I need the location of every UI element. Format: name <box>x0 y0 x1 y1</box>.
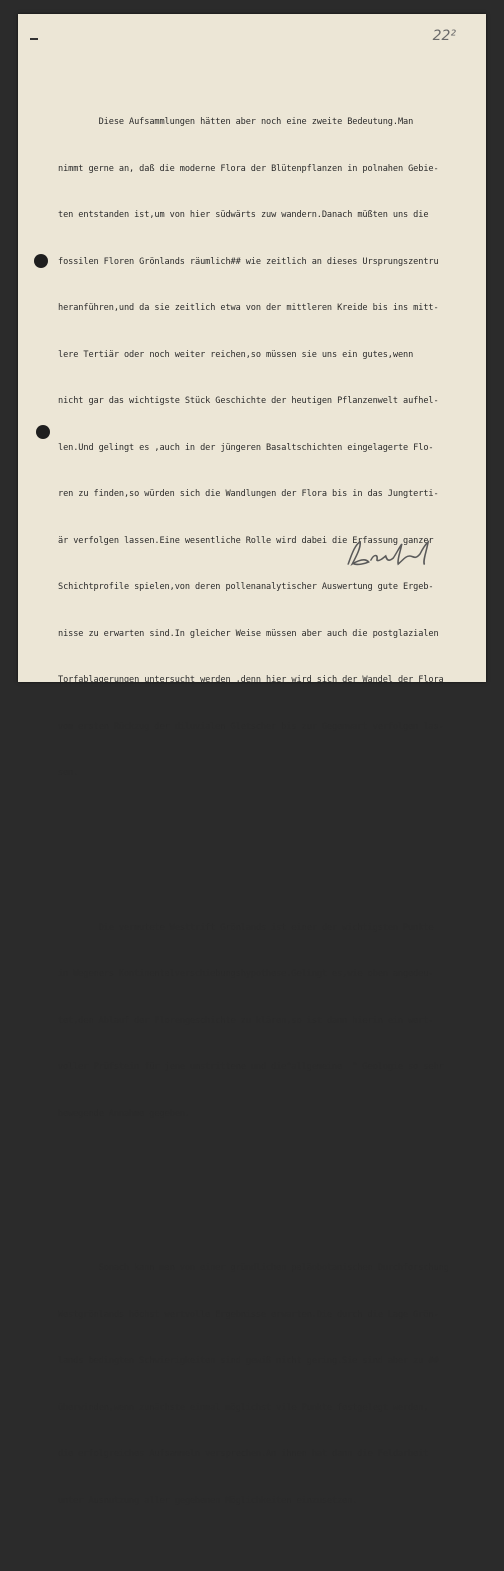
paragraph-1 <box>58 84 498 813</box>
text-line: Torfablagerungen untersucht werden ,denn hier wird sich der Wandel der Flora <box>58 675 444 685</box>
typewritten-text <box>58 53 498 1571</box>
paragraph-2 <box>58 890 498 1154</box>
text-line: lands bedingten Schwierigkeiten sind gewiß nicht gering.Sie sind aber zu ## <box>58 1356 439 1366</box>
text-line: är verfolgen lassen.Eine wesentliche Rolle wird dabei die Erfassung ganzer <box>58 535 434 546</box>
punch-hole-top <box>34 254 48 268</box>
text-line: Diese Aufsammlungen hätten aber noch eine zweite Bedeutung.Man <box>58 117 414 127</box>
text-line: lere Tertiär oder noch weiter reichen,so müssen sie uns ein gutes,wenn <box>58 349 414 360</box>
text-line: vom ersten Rückzug der diluvialen Gletscher bis zur Gegenwart verfolgen las- <box>58 721 444 732</box>
text-line: unter Ausnutzung aller gegebenen Möglichkeiten einzusetzen. <box>58 1495 358 1506</box>
text-line: nisse zu erwarten sind.In gleicher Weise müssen aber auch die postglazialen <box>58 628 439 639</box>
text-line: ten entstanden ist,um von hier südwärts zuw wandern.Danach müßten uns die <box>58 210 429 220</box>
text-line: bewegende Annahme gegeben. <box>58 1108 190 1119</box>
handwritten-signature <box>340 534 437 574</box>
text-line: fossilen Floren Grönlands räumlich## wie zeitlich an dieses Ursprungszentru <box>58 256 439 267</box>
text-line: heranführen,und da sie zeitlich etwa von der mittleren Kreide bis ins mitt- <box>58 303 439 313</box>
text-line: len.Und gelingt es ,auch in der jüngeren Basaltschichten eingelagerte Flo- <box>58 442 434 453</box>
text-line: nicht gar das wichtigste Stück Geschichte der heutigen Pflanzenwelt aufhel- <box>58 396 439 406</box>
text-line: in Wegeners Kontinentalverschiebungshypothese.Gelingt es,wie oben angedeu- <box>58 969 434 979</box>
text-line: Sonach kann man von einer gründlichen paläobotanischen Durchforschung <box>58 1263 449 1273</box>
text-line: Schichtprofile spielen,von deren pollenanalytischer Auswertung gute Ergeb- <box>58 582 434 592</box>
document-page <box>18 14 486 1506</box>
paragraph-3 <box>58 1230 498 1540</box>
text-line: ren zu finden,so würden sich die Wandlungen der Flora bis in das Jungterti- <box>58 489 439 499</box>
text-line: tet,den Ablauf der Florengeschichte zu klären,so ist dann hierin ein wert- <box>58 1015 434 1026</box>
text-line: Die vermutete Westtrift Grönlands ist einer der wichtigsten Punkte <box>58 922 434 933</box>
text-line: die erfolgreiches Aufsammeln versprechen.An ihnen hat dann die Feldarbeit <box>58 1449 429 1459</box>
text-line: sen. <box>58 768 79 778</box>
page-number: 22² <box>432 28 456 44</box>
text-line: Westgrönlands höchst wertvolle Ergebnisse erwarten.Die durch die Lage Grön- <box>58 1309 439 1320</box>
text-line: nimmt gerne an, daß die moderne Flora der Blütenpflanzen in polnahen Gebie- <box>58 163 439 174</box>
text-line: überwinden,wenn zunächste einmal möglichst vile Punkte festgelegt werden, <box>58 1402 429 1413</box>
punch-hole-bottom <box>36 425 50 439</box>
text-line: voller Prüfstein für jene umstrittene und die"allgemeine " Geologie so sehr <box>58 1062 444 1072</box>
margin-dash <box>30 38 38 40</box>
